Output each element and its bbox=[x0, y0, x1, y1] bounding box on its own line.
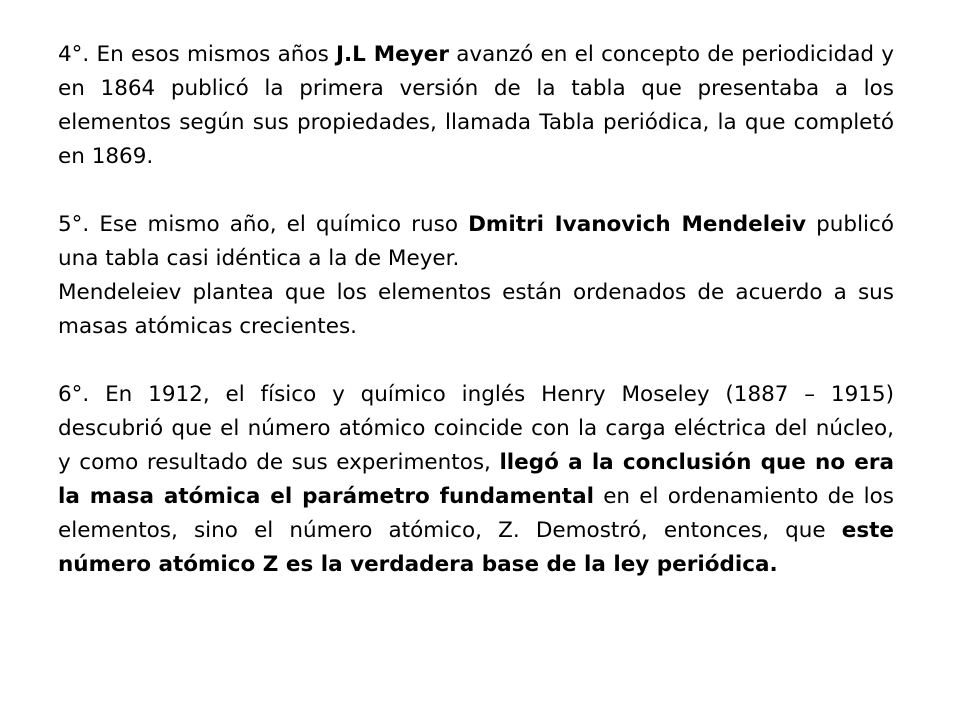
text-segment: publicó una tabla casi idéntica a la de Meyer. bbox=[58, 212, 894, 271]
bold-conclusion: llegó a la conclusión que no era la masa atómica el parámetro fundamental bbox=[58, 450, 895, 509]
text-segment: 6°. En 1912, el físico y químico inglés Henry Moseley (1887 – 1915) descubrió que el número atómico coincide con la carga eléctrica del núcleo, y como resultado de sus experimentos, bbox=[58, 382, 894, 475]
text-segment: en el ordenamiento de los elementos, sino el número atómico, Z. Demostró, entonces, que bbox=[58, 484, 894, 543]
text-segment: avanzó en el concepto de periodicidad y en 1864 publicó la primera versión de la tabla que presentaba a los elementos según sus propiedades, llamada Tabla periódica, la que completó en 1869. bbox=[58, 42, 894, 169]
text-segment: 4°. En esos mismos años bbox=[58, 42, 337, 67]
paragraph-spacer bbox=[58, 174, 894, 208]
name-meyer: J.L Meyer bbox=[336, 42, 449, 67]
name-mendeleiv: Dmitri Ivanovich Mendeleiv bbox=[468, 212, 807, 237]
slide-body bbox=[58, 38, 894, 582]
paragraph-spacer bbox=[58, 344, 894, 378]
bold-periodic-law: este número atómico Z es la verdadera base de la ley periódica. bbox=[58, 518, 894, 577]
paragraph-mendeleiv bbox=[58, 208, 894, 276]
paragraph-meyer bbox=[58, 38, 894, 174]
text-segment: 5°. Ese mismo año, el químico ruso bbox=[58, 212, 469, 237]
paragraph-mendeleiev-proposal: Mendeleiev plantea que los elementos están ordenados de acuerdo a sus masas atómicas crecientes. bbox=[58, 280, 894, 339]
paragraph-moseley bbox=[58, 378, 894, 582]
